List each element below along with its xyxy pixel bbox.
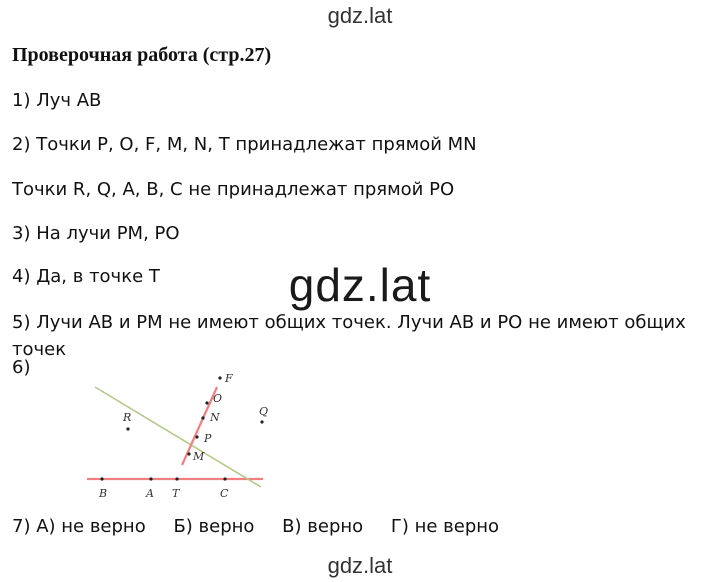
label-R: R <box>123 411 132 424</box>
answer-6-label: 6) <box>12 357 31 378</box>
point-R <box>126 427 129 430</box>
watermark-top: gdz.lat <box>327 3 393 28</box>
answer-7a: 7) А) не верно <box>12 516 146 537</box>
point-C <box>223 477 226 480</box>
watermark-bottom: gdz.lat <box>327 553 393 578</box>
label-O: O <box>213 392 223 405</box>
page-title: Проверочная работа (стр.27) <box>12 44 272 66</box>
answer-7b: Б) верно <box>173 516 255 537</box>
answer-2a: 2) Точки P, O, F, M, N, T принадлежат прямой MN <box>12 134 477 155</box>
point-O <box>205 401 208 404</box>
line-rc <box>95 387 261 487</box>
label-T: T <box>172 487 180 500</box>
answer-7c: В) верно <box>282 516 364 537</box>
point-A <box>149 477 152 480</box>
answer-7 <box>12 516 521 537</box>
answer-1: 1) Луч AB <box>12 90 102 111</box>
answer-4: 4) Да, в точке T <box>12 266 160 287</box>
point-P <box>195 435 198 438</box>
label-F: F <box>225 372 233 385</box>
point-F <box>218 376 221 379</box>
answer-3: 3) На лучи PM, PO <box>12 223 180 244</box>
point-T <box>175 477 178 480</box>
label-Q: Q <box>259 405 269 418</box>
label-C: C <box>220 487 229 500</box>
label-N: N <box>210 411 220 424</box>
answer-2b: Точки R, Q, A, B, C не принадлежат прямой PO <box>12 179 455 200</box>
answer-7d: Г) не верно <box>390 516 500 537</box>
answer-5: 5) Лучи AB и PM не имеют общих точек. Лучи AB и PO не имеют общих точек <box>12 312 686 360</box>
point-Q <box>260 420 263 423</box>
label-P: P <box>204 432 212 445</box>
point-B <box>100 477 103 480</box>
watermark-center: gdz.lat <box>288 259 432 311</box>
label-M: M <box>193 450 205 463</box>
label-A: A <box>146 487 154 500</box>
point-N <box>201 416 204 419</box>
geometry-figure <box>85 365 269 505</box>
point-M <box>187 452 190 455</box>
label-B: B <box>99 487 108 500</box>
